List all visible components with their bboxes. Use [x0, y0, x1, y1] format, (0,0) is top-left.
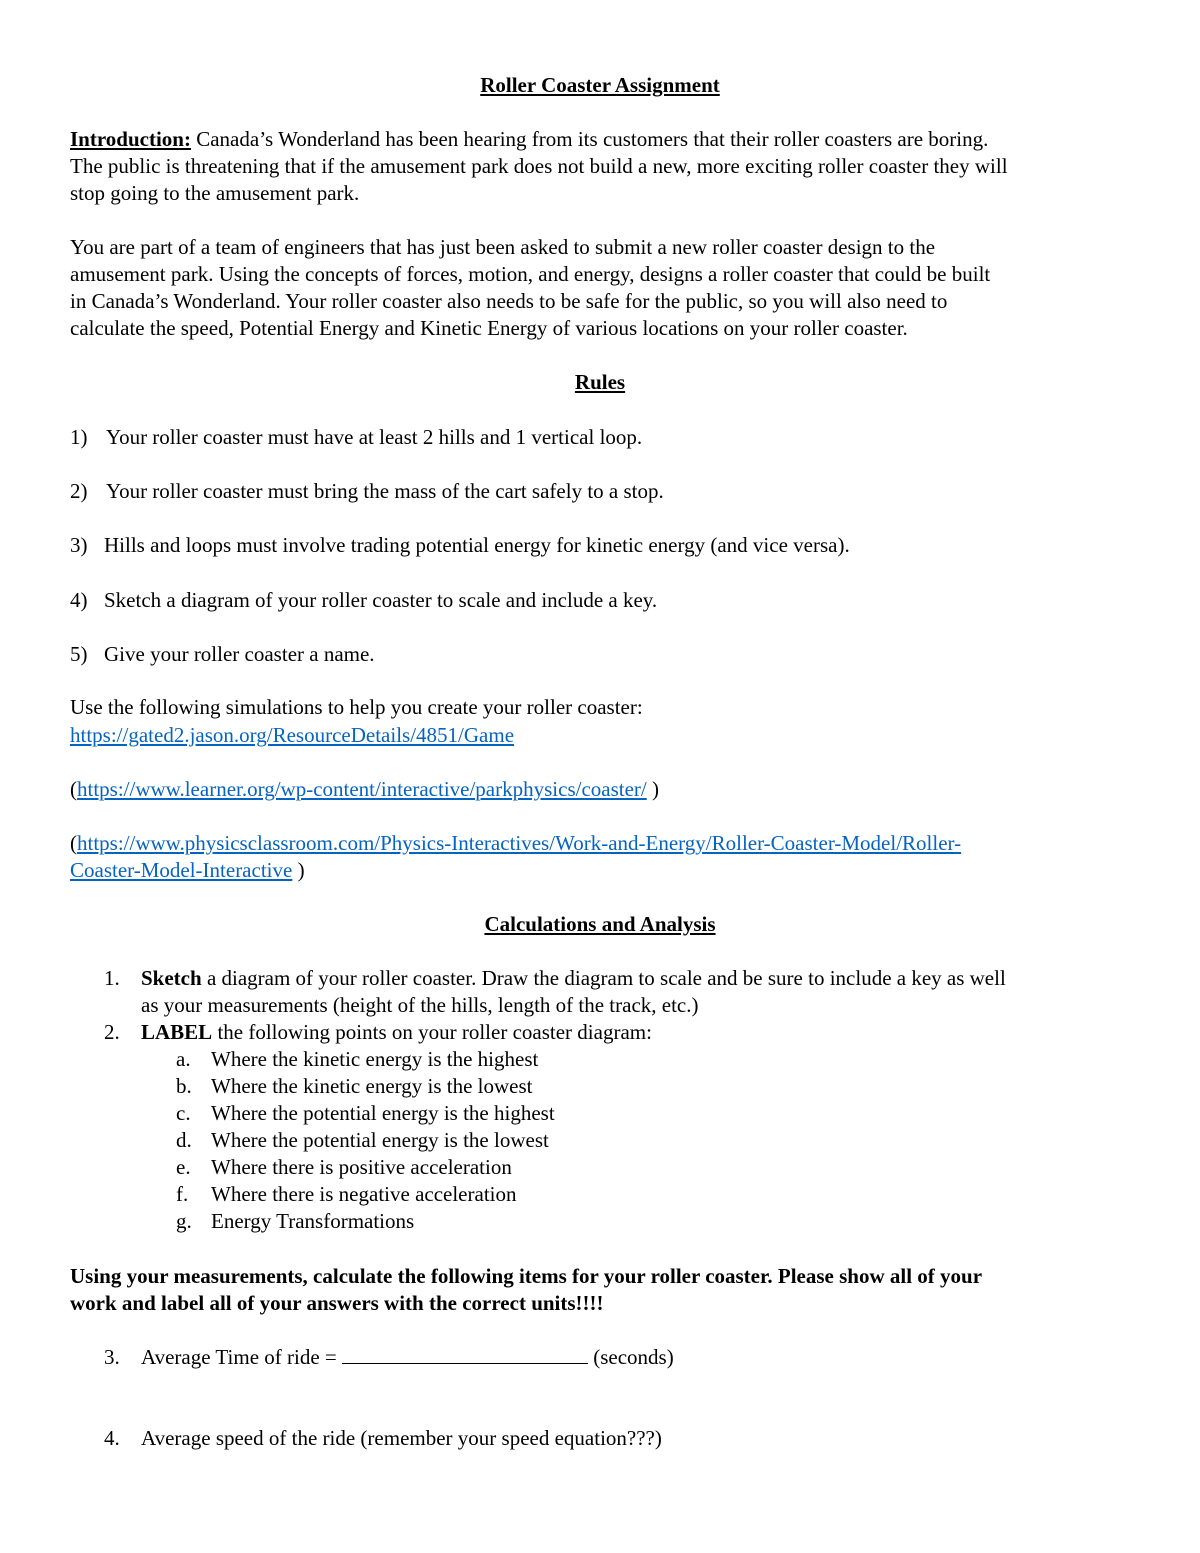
- link-row-3b: [70, 857, 305, 884]
- item-number: 2.: [104, 1020, 120, 1044]
- intro-text-1: Canada’s Wonderland has been hearing from its customers that their roller coasters are boring.: [196, 127, 989, 151]
- link-row-3: [70, 830, 961, 857]
- calc-heading: Calculations and Analysis: [484, 912, 716, 936]
- item-1-rest: a diagram of your roller coaster. Draw the diagram to scale and be sure to include a key as well: [201, 966, 1006, 990]
- simulation-link-1[interactable]: https://gated2.jason.org/ResourceDetails/4851/Game: [70, 723, 515, 747]
- para2-line-4: calculate the speed, Potential Energy and Kinetic Energy of various locations on your roller coaster.: [70, 316, 908, 340]
- simulation-link-3-cont[interactable]: Coaster-Model-Interactive: [70, 858, 293, 882]
- instruction-line-1: Using your measurements, calculate the following items for your roller coaster. Please show all of your: [70, 1264, 983, 1288]
- sub-letter: g.: [176, 1209, 192, 1233]
- sub-item: Where the potential energy is the highest: [211, 1101, 555, 1125]
- rules-heading: Rules: [574, 370, 626, 394]
- rule-number: 2): [70, 479, 88, 503]
- item-number: 3.: [104, 1345, 120, 1369]
- para2-line-2: amusement park. Using the concepts of forces, motion, and energy, designs a roller coaster that could be built: [70, 262, 991, 286]
- page-title: Roller Coaster Assignment: [480, 73, 720, 97]
- link-row-2: [70, 776, 659, 803]
- sim-intro: Use the following simulations to help you create your roller coaster:: [70, 695, 643, 719]
- sub-item: Energy Transformations: [211, 1209, 415, 1233]
- para2-line-1: You are part of a team of engineers that has just been asked to submit a new roller coaster design to the: [70, 235, 936, 259]
- intro-line-2: The public is threatening that if the amusement park does not build a new, more exciting roller coaster they will: [70, 154, 1008, 178]
- sub-item: Where there is negative acceleration: [211, 1182, 517, 1206]
- para2-line-3: in Canada’s Wonderland. Your roller coaster also needs to be safe for the public, so you will also need to: [70, 289, 948, 313]
- rule-text: Hills and loops must involve trading potential energy for kinetic energy (and vice versa).: [104, 533, 850, 557]
- rule-number: 3): [70, 533, 88, 557]
- simulation-link-3[interactable]: https://www.physicsclassroom.com/Physics-Interactives/Work-and-Energy/Roller-Coaster-Model/Roller-: [77, 831, 962, 855]
- sub-letter: a.: [176, 1047, 191, 1071]
- link-row-1: [70, 722, 514, 749]
- answer-blank[interactable]: [342, 1345, 588, 1364]
- rule-text: Sketch a diagram of your roller coaster to scale and include a key.: [104, 588, 658, 612]
- item-number: 4.: [104, 1426, 120, 1450]
- question-4: Average speed of the ride (remember your speed equation???): [141, 1426, 662, 1450]
- sub-item: Where the potential energy is the lowest: [211, 1128, 549, 1152]
- sub-letter: f.: [176, 1182, 189, 1206]
- intro-line-3: stop going to the amusement park.: [70, 181, 360, 205]
- rule-text: Give your roller coaster a name.: [104, 642, 375, 666]
- intro-label: Introduction:: [70, 127, 191, 151]
- item-1-bold: Sketch: [141, 966, 202, 990]
- rule-number: 1): [70, 425, 88, 449]
- item-number: 1.: [104, 966, 120, 990]
- item-1-line-2: as your measurements (height of the hills, length of the track, etc.): [141, 993, 699, 1017]
- simulation-link-2[interactable]: https://www.learner.org/wp-content/interactive/parkphysics/coaster/: [77, 777, 647, 801]
- item-2-bold: LABEL: [141, 1020, 213, 1044]
- sub-letter: e.: [176, 1155, 191, 1179]
- rule-number: 5): [70, 642, 88, 666]
- rule-number: 4): [70, 588, 88, 612]
- paren-close: ): [646, 777, 659, 801]
- sub-letter: c.: [176, 1101, 191, 1125]
- rule-text: Your roller coaster must have at least 2 hills and 1 vertical loop.: [106, 425, 643, 449]
- intro-line-1: [70, 126, 988, 153]
- sub-item: Where the kinetic energy is the highest: [211, 1047, 539, 1071]
- sub-letter: d.: [176, 1128, 192, 1152]
- question-3: [141, 1344, 674, 1371]
- question-3-text: Average Time of ride =: [141, 1345, 342, 1369]
- instruction-line-2: work and label all of your answers with the correct units!!!!: [70, 1291, 604, 1315]
- sub-letter: b.: [176, 1074, 192, 1098]
- item-1-text: [141, 965, 1006, 992]
- sub-item: Where the kinetic energy is the lowest: [211, 1074, 533, 1098]
- sub-item: Where there is positive acceleration: [211, 1155, 512, 1179]
- rule-text: Your roller coaster must bring the mass of the cart safely to a stop.: [106, 479, 664, 503]
- paren-open: (: [70, 777, 77, 801]
- question-3-unit: (seconds): [588, 1345, 674, 1369]
- paren-open: (: [70, 831, 77, 855]
- paren-close: ): [292, 858, 305, 882]
- item-2-rest: the following points on your roller coaster diagram:: [212, 1020, 652, 1044]
- item-2-text: [141, 1019, 652, 1046]
